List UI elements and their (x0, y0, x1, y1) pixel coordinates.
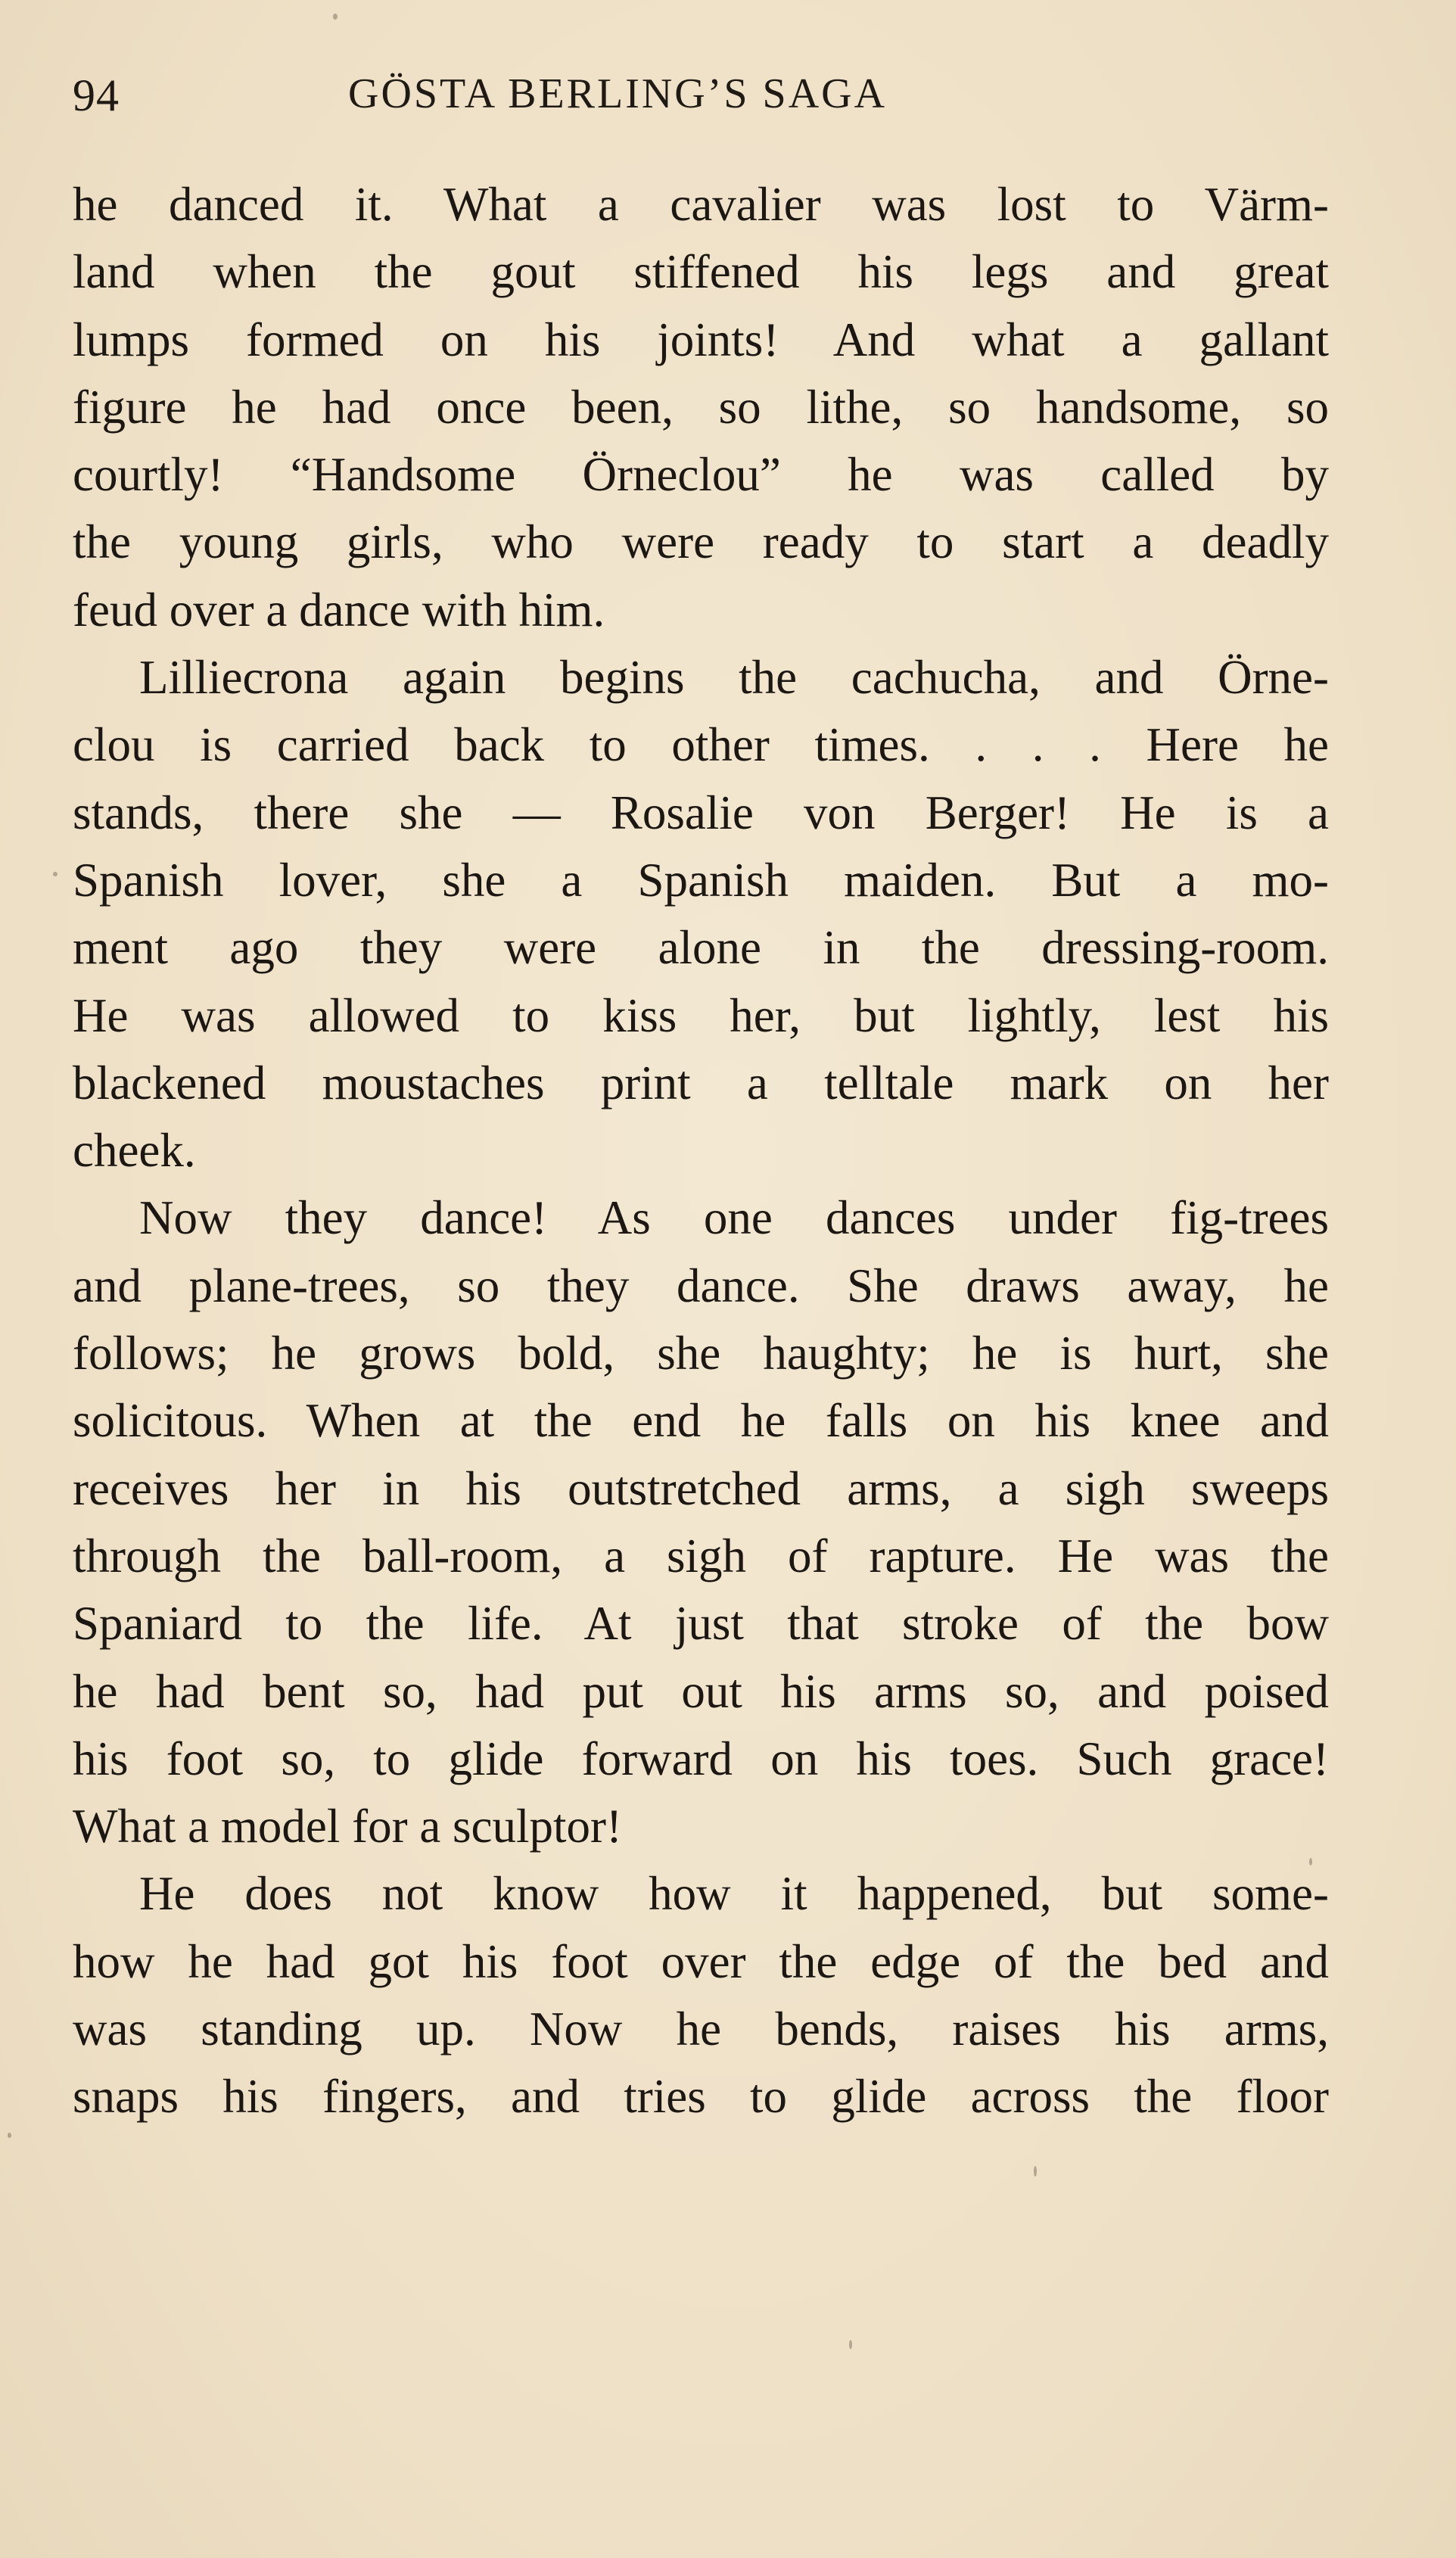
text-line: solicitous. When at the end he falls on his knee and (73, 1394, 1329, 1448)
paragraph-first-line: Lilliecrona again begins the cachucha, and Örne- (139, 651, 1329, 705)
text-line: he had bent so, had put out his arms so, and poised (73, 1664, 1329, 1718)
text-line: he danced it. What a cavalier was lost to Värm- (73, 178, 1329, 231)
text-line: his foot so, to glide forward on his toes. Such grace! (73, 1732, 1329, 1785)
text-line: clou is carried back to other times. . . . Here he (73, 718, 1329, 772)
paragraph-first-line: He does not know how it happened, but some- (139, 1867, 1329, 1921)
body-text (73, 171, 1329, 2131)
text-line: Spanish lover, she a Spanish maiden. But a mo- (73, 853, 1329, 907)
running-head: GÖSTA BERLING’S SAGA (348, 70, 888, 117)
paper-speck (1034, 2166, 1037, 2177)
text-line: feud over a dance with him. (73, 583, 605, 636)
paper-speck (8, 2133, 11, 2138)
text-line: cheek. (73, 1124, 196, 1178)
text-line: through the ball-room, a sigh of rapture. He was the (73, 1529, 1329, 1582)
paper-speck (53, 872, 58, 876)
paper-speck (1309, 1858, 1312, 1866)
text-line: stands, there she — Rosalie von Berger! He is a (73, 786, 1329, 839)
text-line: receives her in his outstretched arms, a sigh sweeps (73, 1461, 1329, 1515)
text-line: blackened moustaches print a telltale mark on her (73, 1056, 1329, 1109)
text-line: lumps formed on his joints! And what a gallant (73, 313, 1329, 366)
text-line: the young girls, who were ready to start a deadly (73, 515, 1329, 569)
paragraph-first-line: Now they dance! As one dances under fig-trees (139, 1191, 1329, 1245)
text-line: land when the gout stiffened his legs and great (73, 245, 1329, 299)
text-line: how he had got his foot over the edge of the bed and (73, 1934, 1329, 1988)
page-number: 94 (73, 70, 120, 120)
page-header (73, 70, 1329, 138)
text-line: What a model for a sculptor! (73, 1800, 622, 1853)
text-line: follows; he grows bold, she haughty; he is hurt, she (73, 1327, 1329, 1380)
paper-speck (849, 2340, 852, 2349)
text-line: Spaniard to the life. At just that stroke of the bow (73, 1597, 1329, 1651)
text-line: He was allowed to kiss her, but lightly, lest his (73, 988, 1329, 1042)
text-line: figure he had once been, so lithe, so handsome, so (73, 380, 1329, 434)
text-line: courtly! “Handsome Örneclou” he was called by (73, 448, 1329, 502)
text-line: and plane-trees, so they dance. She draws away, he (73, 1259, 1329, 1312)
text-line: snaps his fingers, and tries to glide across the floor (73, 2070, 1329, 2124)
text-line: was standing up. Now he bends, raises his arms, (73, 2003, 1329, 2056)
text-line: ment ago they were alone in the dressing-room. (73, 921, 1329, 975)
paper-speck (333, 14, 338, 20)
